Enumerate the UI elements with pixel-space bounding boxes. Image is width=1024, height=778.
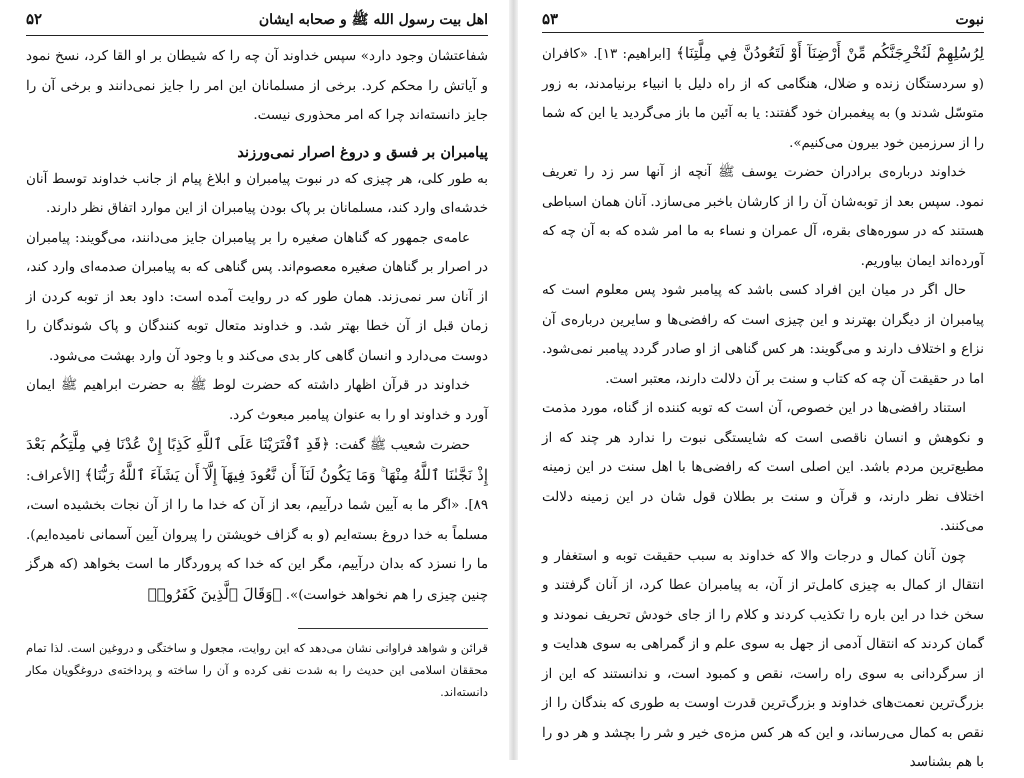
footnote: قرائن و شواهد فراوانی نشان می‌دهد که این روایت، مجعول و ساختگی و دروغین است. لذا تمام محققان اسلامی این حدیث را به شدت نفی کرده و آن را ساخته و پرداخته‌ی دروغگویان مکار دانسته‌اند. <box>26 641 488 699</box>
section-heading: پیامبران بر فسق و دروغ اصرار نمی‌ورزند <box>237 143 488 161</box>
quran-ref-ibrahim: [ابراهیم: ۱۳]. <box>593 47 671 62</box>
left-page-body <box>26 42 488 703</box>
right-header-title: نبوت <box>955 12 984 28</box>
left-page-number: ۵۲ <box>26 10 43 28</box>
left-header-title: اهل بیت رسول الله ﷺ و صحابه ایشان <box>258 12 488 28</box>
right-paragraph-4: استناد رافضی‌ها در این خصوص، آن است که توبه کننده از گناه، مورد مذمت و نکوهش و انسان ناقصی است که شایستگی نبوت را ندارد هر چند که از مطیع‌ترین مردم باشد. این اصلی است که رافضی‌ها با اهل سنت در این زمینه اختلاف نظر دارند، و قرآن و سنت بر بطلان قول شان در این زمینه دلالت می‌کنند. <box>542 401 984 534</box>
right-page <box>520 0 1024 770</box>
left-paragraph-2: به طور کلی، هر چیزی که در نبوت پیامبران و ابلاغ پیام از جانب خداوند توسط آنان خدشه‌ای وارد کند، مسلمانان بر پاک بودن پیامبران از این موارد اتفاق نظر دارند. <box>26 171 488 216</box>
right-paragraph-1 <box>542 39 984 158</box>
right-paragraph-5: چون آنان کمال و درجات والا که خداوند به سبب حقیقت توبه و استغفار و انتقال از کمال به چیزی کامل‌تر از آن، به پیامبران عطا کرد، از آنان گرفتند و سخن خدا در این باره را تکذیب کردند و کلام را از جای خودش تحریف نمودند و گمان کردند که انتقال آدمی از جهل به سوی علم و از گمراهی به سوی هدایت و از سرگردانی به سوی راه راست، نقص و کمبود است، و ندانستند که این از بزرگ‌ترین نعمت‌های خداوند و بزرگ‌ترین قدرت اوست به طوری که بندگان را از نقص به کمال می‌رساند، و این که هر کس مزه‌ی خیر و شر را بچشد و هر دو را با هم بشناسد <box>542 548 984 770</box>
quran-verse-continuation: ﴿وَقَالَ ٱلَّذِينَ كَفَرُوا۟ <box>147 584 282 603</box>
shuayb-intro: حضرت شعیب ﷺ گفت: <box>334 438 471 453</box>
left-paragraph-3: عامه‌ی جمهور که گناهان صغیره را بر پیامبران جایز می‌دانند، می‌گویند: پیامبران در اصرار بر گناهان صغیره معصوم‌اند. پس گناهی که به پیامبران صدمه‌ای وارد کند، از آنان سر نمی‌زند. همان طور که در روایت آمده است: داود بعد از توبه کردن از زمان قبل از آن خطا بهتر شد. و خداوند متعال توبه کنندگان و پاک شوندگان را دوست می‌دارد و انسان گاهی کار بدی می‌کند و با وجود آن وارد بهشت می‌شود. <box>26 230 488 364</box>
left-paragraph-1: شفاعتشان وجود دارد» سپس خداوند آن چه را که شیطان بر او القا کرد، نسخ نمود و آیاتش را محکم کرد. برخی از مسلمانان این امر را جایز نمی‌دانند و برخی آن را جایز دانسته‌اند چرا که امر محذوری نیست. <box>26 49 488 123</box>
left-paragraph-5 <box>26 430 488 610</box>
quran-verse-ibrahim: لِرُسُلِهِمْ لَنُخْرِجَنَّكُم مِّنْ أَرْضِنَآ أَوْ لَتَعُودُنَّ فِي مِلَّتِنَا﴾ <box>676 44 985 62</box>
right-page-number: ۵۳ <box>542 10 559 28</box>
quran-ref-araf: [الأعراف: ۸۹]. <box>26 468 489 513</box>
right-paragraph-2: خداوند درباره‌ی برادران حضرت یوسف ﷺ آنچه از آنها سر زد را تعریف نمود. سپس بعد از توبه‌شان آن را از کارشان باخبر می‌سازد. آنان همان اسباطی هستند که در سوره‌های بقره، آل عمران و نساء به ما امر شده که به آن چه که آورده‌اند ایمان بیاوریم. <box>542 165 984 269</box>
verse-translation: «اگر ما به آیین شما درآییم، بعد از آن که خدا ما را از آن نجات بخشیده است، مسلماً به خدا دروغ بسته‌ایم (و به گزاف خویشتن را پیروان آیین آسمانی نامیده‌ایم). ما را نسزد که بدان درآییم، مگر این که خدا که پروردگار ما است بخواهد (که هرگز چنین چیزی را هم نخواهد خواست)». <box>26 498 488 603</box>
left-page <box>0 0 512 760</box>
right-paragraph-3: حال اگر در میان این افراد کسی باشد که پیامبر شود پس معلوم است که پیامبران از دیگران بهترند و این چیزی است که رافضی‌ها و سایرین درباره‌ی آن نزاع و اختلاف دارند و می‌گویند: هر کس گناهی از او صادر گردد پیامبر نمی‌شود. اما در حقیقت آن چه که کتاب و سنت بر آن دلالت دارند، معتبر است. <box>542 283 984 387</box>
quran-verse-araf: ﴿قَدِ ٱفْتَرَيْنَا عَلَى ٱللَّهِ كَذِبًا إِنْ عُدْنَا فِي مِلَّتِكُم بَعْدَ إِذْ نَجَّىٰنَا ٱللَّهُ مِنْهَا ۚ وَمَا يَكُونُ لَنَآ أَن نَّعُودَ فِيهَآ إِلَّآ أَن يَشَآءَ ٱللَّهُ رَبُّنَا﴾ <box>26 435 488 484</box>
left-paragraph-4: خداوند در قرآن اظهار داشته که حضرت لوط ﷺ به حضرت ابراهیم ﷺ ایمان آورد و خداوند او را به عنوان پیامبر مبعوث کرد. <box>26 378 488 423</box>
footnote-divider <box>298 628 488 629</box>
verse-translation-ibrahim: «کافران (و سردستگان زنده و ضلال، هنگامی که از راه دلیل با انبیاء برنیامدند، به زور متوسّل شدند و) به پیغمبران خود گفتند: یا به آئین ما باز می‌گردید یا این که شما را از سرزمین خود بیرون می‌کنیم». <box>542 47 984 151</box>
right-page-header <box>542 6 984 33</box>
book-gutter <box>509 0 518 760</box>
left-page-header <box>26 6 488 36</box>
right-page-body <box>542 39 984 778</box>
